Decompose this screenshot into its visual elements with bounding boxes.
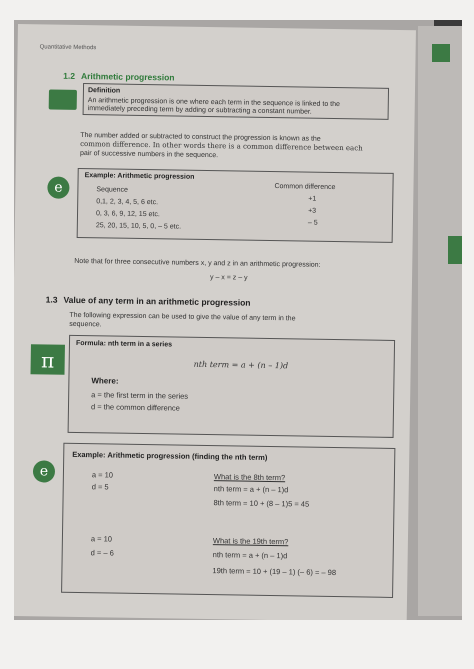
section-heading-1-3 (46, 294, 251, 307)
example-2-title: Example: Arithmetic progression (finding the nth term) (72, 449, 268, 462)
section-number: 1.3 (45, 294, 58, 305)
case2-question: What is the 19th term? (212, 536, 289, 547)
note-equation: y – x = z – y (209, 274, 248, 282)
section-heading-1-2 (63, 71, 175, 83)
section-title: Value of any term in an arithmetic progression (63, 294, 251, 308)
photo-background (14, 20, 462, 620)
case1-step1: nth term = a + (n – 1)d (213, 484, 289, 495)
col-sequence-header: Sequence (96, 186, 128, 194)
section-title: Arithmetic progression (80, 70, 175, 83)
definition-title: Definition (87, 87, 121, 95)
example-1-title: Example: Arithmetic progression (84, 172, 195, 181)
example-icon: e (33, 460, 55, 482)
speech-bubble-icon (49, 89, 77, 109)
difference-row-3: – 5 (307, 219, 318, 227)
case2-d: d = – 6 (90, 548, 114, 558)
formula-where: Where: (91, 376, 119, 386)
formula-expression: nth term = a + (n – 1)d (193, 359, 289, 371)
explain-line-1: The number added or subtracted to construct the progression is known as the (80, 131, 321, 143)
explain-line-2: common difference. In other words there is a common difference between each (80, 139, 363, 153)
case2-step2: 19th term = 10 + (19 – 1) (– 6) = – 98 (212, 566, 337, 578)
case1-step2: 8th term = 10 + (8 – 1)5 = 45 (213, 498, 310, 509)
sequence-row-1: 0,1, 2, 3, 4, 5, 6 etc. (96, 198, 159, 207)
formula-d-def: d = the common difference (90, 402, 180, 413)
example-box-2 (61, 443, 395, 598)
formula-a-def: a = the first term in the series (91, 390, 189, 401)
running-head: Quantitative Methods (39, 44, 97, 52)
adjacent-page (418, 26, 462, 616)
pi-icon: π (31, 344, 65, 375)
book-page (14, 24, 416, 620)
adjacent-page-icon-lower (448, 236, 462, 264)
definition-box (83, 83, 389, 120)
intro-line-2: sequence. (69, 320, 102, 329)
case2-step1: nth term = a + (n – 1)d (212, 550, 288, 561)
sequence-row-2: 0, 3, 6, 9, 12, 15 etc. (95, 210, 160, 219)
difference-row-2: +3 (308, 207, 317, 215)
difference-row-1: +1 (308, 195, 317, 203)
case1-d: d = 5 (91, 482, 109, 492)
example-icon: e (47, 176, 69, 198)
formula-title: Formula: nth term in a series (75, 339, 173, 349)
example-box-1 (77, 168, 394, 243)
section-number: 1.2 (63, 70, 76, 81)
explain-line-3: pair of successive numbers in the sequence. (79, 149, 219, 160)
intro-line-1: The following expression can be used to give the value of any term in the (69, 311, 296, 323)
note-line-1: Note that for three consecutive numbers x, y and z in an arithmetic progression: (74, 257, 321, 269)
case2-a: a = 10 (90, 534, 113, 544)
definition-line-1: An arithmetic progression is one where each term in the sequence is linked to the (87, 97, 340, 109)
col-difference-header: Common difference (274, 183, 336, 192)
case1-question: What is the 8th term? (213, 472, 286, 483)
sequence-row-3: 25, 20, 15, 10, 5, 0, – 5 etc. (95, 222, 182, 231)
formula-box (68, 335, 395, 438)
definition-line-2: immediately preceding term by adding or subtracting a constant number. (87, 105, 312, 116)
case1-a: a = 10 (91, 470, 114, 480)
adjacent-page-icon (432, 44, 450, 62)
